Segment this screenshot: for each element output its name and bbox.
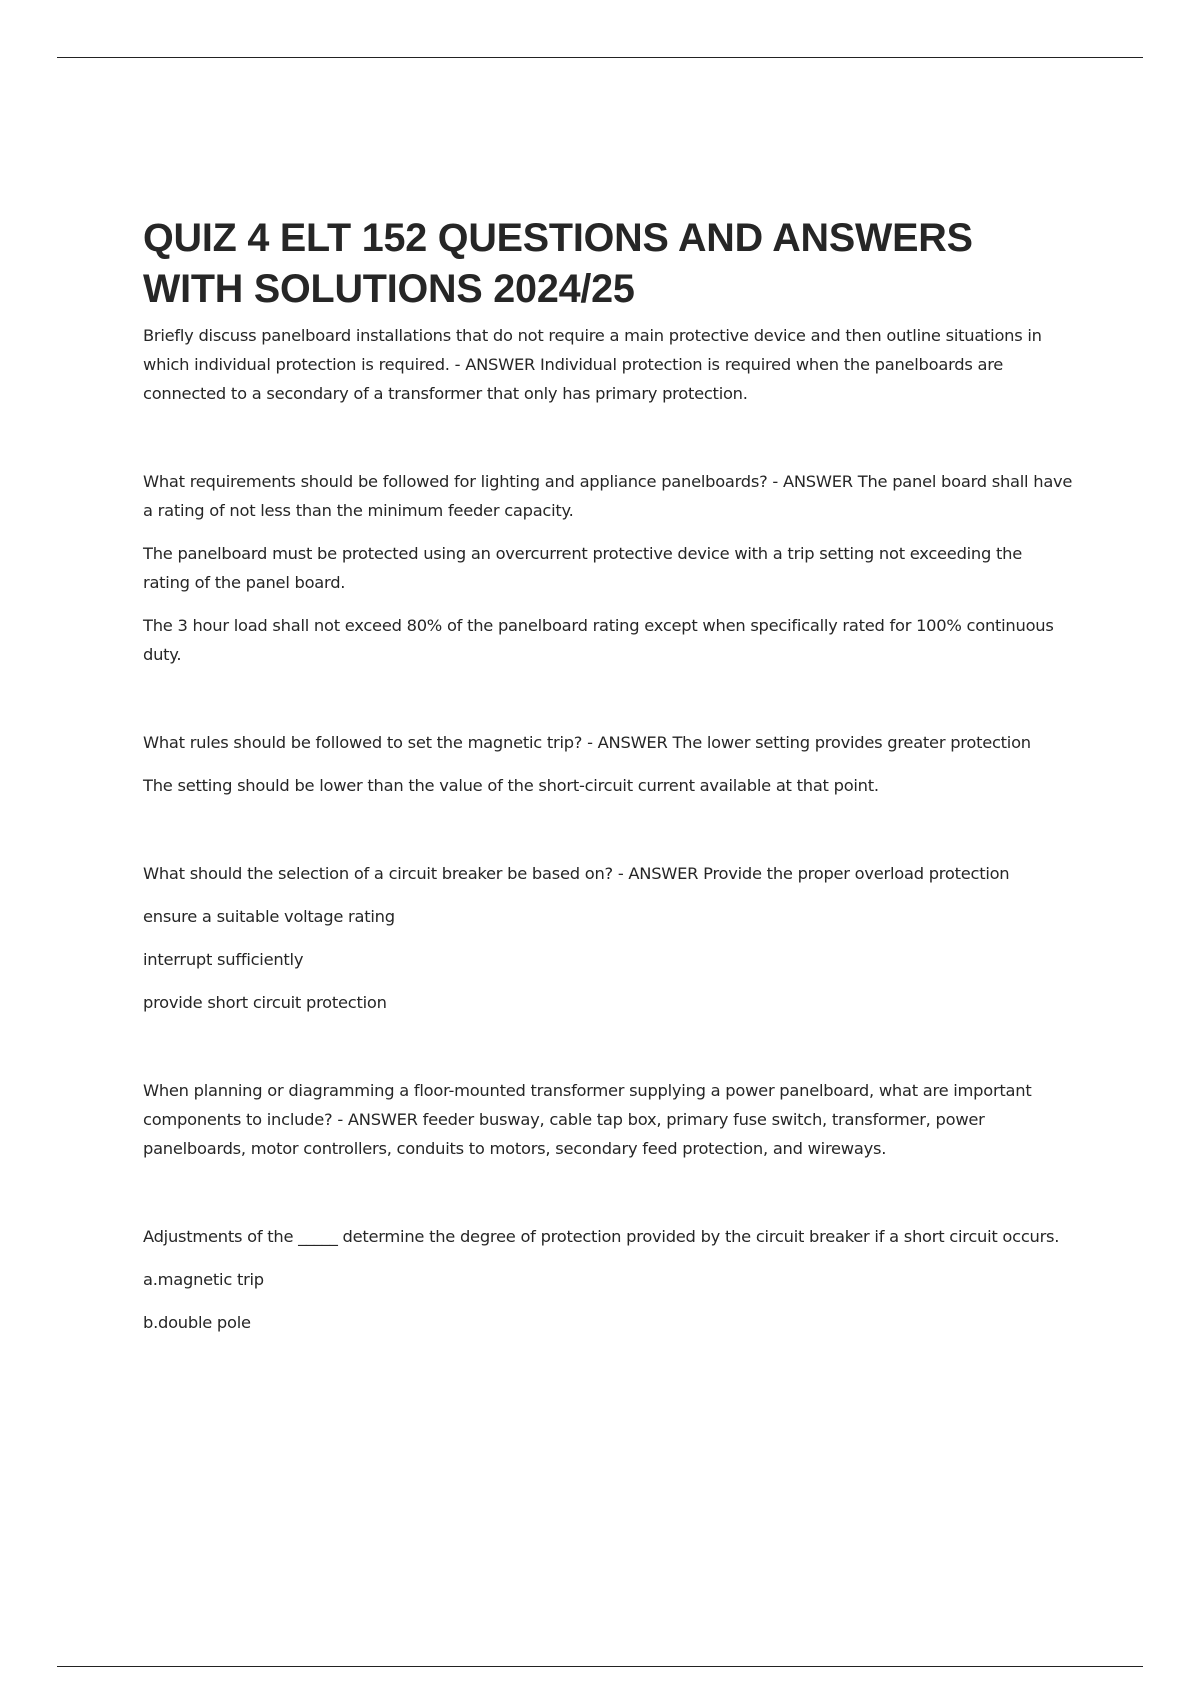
qa-6-option-b: b.double pole [143, 1313, 251, 1332]
page-title [143, 213, 1073, 315]
qa-4-answer-line-3: interrupt sufficiently [143, 950, 304, 969]
title-line-2: WITH SOLUTIONS 2024/25 [143, 267, 635, 311]
qa-6-question: Adjustments of the _____ determine the degree of protection provided by the circuit breaker if a short circuit occurs. [143, 1227, 1060, 1246]
document-body [143, 213, 1073, 1396]
title-line-1: QUIZ 4 ELT 152 QUESTIONS AND ANSWERS [143, 216, 973, 260]
qa-1-text: Briefly discuss panelboard installations that do not require a main protective device and then outline situations in which individual protection is required. - ANSWER Individual protection is required when the panelboards are connected to a secondary of a transformer that only has primary protection. [143, 326, 1042, 403]
qa-item-5 [143, 1076, 1073, 1163]
footer-rule [57, 1666, 1143, 1667]
qa-6-option-a: a.magnetic trip [143, 1270, 264, 1289]
qa-2-answer-line-3: The 3 hour load shall not exceed 80% of the panelboard rating except when specifically rated for 100% continuous duty. [143, 616, 1054, 664]
qa-3-answer-line-2: The setting should be lower than the value of the short-circuit current available at that point. [143, 776, 879, 795]
qa-2-question: What requirements should be followed for lighting and appliance panelboards? - ANSWER The panel board shall have a rating of not less than the minimum feeder capacity. [143, 472, 1073, 520]
qa-4-answer-line-4: provide short circuit protection [143, 993, 387, 1012]
qa-2-answer-line-2: The panelboard must be protected using an overcurrent protective device with a trip setting not exceeding the rating of the panel board. [143, 544, 1022, 592]
header-rule [57, 57, 1143, 58]
qa-3-question: What rules should be followed to set the magnetic trip? - ANSWER The lower setting provides greater protection [143, 733, 1031, 752]
qa-item-6 [143, 1222, 1073, 1337]
qa-item-2 [143, 467, 1073, 669]
qa-item-4 [143, 859, 1073, 1017]
qa-5-text: When planning or diagramming a floor-mounted transformer supplying a power panelboard, what are important components to include? - ANSWER feeder busway, cable tap box, primary fuse switch, transformer, power panelboards, motor controllers, conduits to motors, secondary feed protection, and wireways. [143, 1081, 1032, 1158]
qa-4-question: What should the selection of a circuit breaker be based on? - ANSWER Provide the proper overload protection [143, 864, 1010, 883]
qa-item-3 [143, 728, 1073, 800]
qa-item-1 [143, 321, 1073, 408]
qa-4-answer-line-2: ensure a suitable voltage rating [143, 907, 395, 926]
